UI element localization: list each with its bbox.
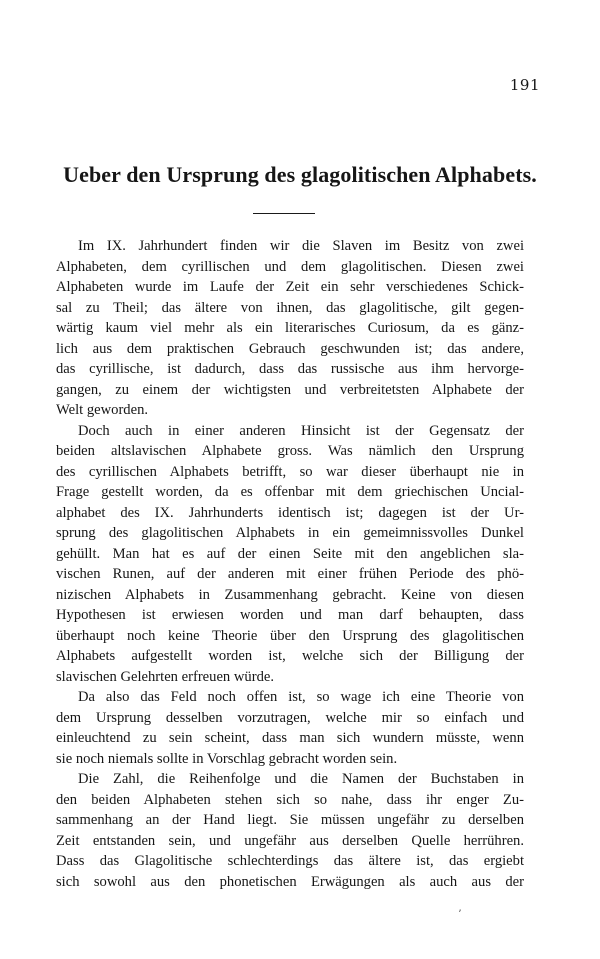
text-line: sich sowohl aus den phonetischen Erwägungen als auch aus der xyxy=(56,873,524,890)
text-line: sprung des glagolitischen Alphabets in ein gemeimnissvolles Dunkel xyxy=(56,525,524,541)
text-line: sammenhang an der Hand liegt. Sie müssen ungefähr zu derselben xyxy=(56,812,524,828)
text-line: überhaupt noch keine Theorie über den Ursprung des glagolitischen xyxy=(56,627,524,644)
text-line: Alphabeten, dem cyrillischen und dem glagolitischen. Diesen zwei xyxy=(56,258,524,275)
text-line: vischen Runen, auf der anderen mit einer frühen Periode des phö- xyxy=(56,566,524,582)
body-text xyxy=(56,236,524,892)
text-line: Hypothesen ist erwiesen worden und man darf behaupten, dass xyxy=(56,607,524,623)
text-line: Doch auch in einer anderen Hinsicht ist der Gegensatz der xyxy=(78,422,524,439)
text-line: Welt geworden. xyxy=(56,402,149,418)
text-line: sie noch niemals sollte in Vorschlag gebracht worden sein. xyxy=(56,750,398,767)
text-line: den beiden Alphabeten stehen sich so nahe, dass ihr enger Zu- xyxy=(56,791,524,808)
text-line: slavischen Gelehrten erfreuen würde. xyxy=(56,668,274,685)
text-line: des cyrillischen Alphabets betrifft, so war dieser überhaupt nie in xyxy=(56,463,524,480)
text-line: alphabet des IX. Jahrhunderts identisch ist; dagegen ist der Ur- xyxy=(56,504,524,521)
text-line: Alphabeten wurde im Laufe der Zeit ein sehr verschiedenes Schick- xyxy=(56,279,524,295)
text-line: gehüllt. Man hat es auf der einen Seite mit den angeblichen sla- xyxy=(56,545,524,562)
text-line: Die Zahl, die Reihenfolge und die Namen der Buchstaben in xyxy=(78,771,524,787)
chapter-title: Ueber den Ursprung des glagolitischen Alphabets. xyxy=(63,162,537,187)
text-line: lich aus dem praktischen Gebrauch geschwunden ist; das andere, xyxy=(56,340,524,357)
text-line: Zeit entstanden sein, und ungefähr aus derselben Quelle herrühren. xyxy=(56,832,524,849)
text-line: Im IX. Jahrhundert finden wir die Slaven im Besitz von zwei xyxy=(78,238,524,254)
title-rule xyxy=(253,213,315,214)
page-number: 191 xyxy=(509,76,540,94)
text-line: Frage gestellt worden, da es offenbar mit dem griechischen Uncial- xyxy=(56,484,524,500)
text-line: wärtig kaum viel mehr als ein literarisches Curiosum, da es gänz- xyxy=(56,320,524,336)
text-line: beiden altslavischen Alphabete gross. Was nämlich den Ursprung xyxy=(56,443,524,459)
text-line: Dass das Glagolitische schlechterdings das ältere ist, das ergiebt xyxy=(56,853,524,869)
text-line: gangen, zu einem der wichtigsten und verbreitetsten Alphabete der xyxy=(56,381,524,398)
text-line: Da also das Feld noch offen ist, so wage ich eine Theorie von xyxy=(78,689,524,705)
text-line: Alphabets aufgestellt worden ist, welche sich der Billigung der xyxy=(56,648,524,664)
print-mark: ʼ xyxy=(458,909,462,920)
text-line: dem Ursprung desselben vorzutragen, welche mir so einfach und xyxy=(56,709,524,726)
text-line: einleuchtend zu sein scheint, dass man sich wundern müsste, wenn xyxy=(56,730,524,746)
text-line: das cyrillische, ist dadurch, dass das russische aus ihm hervorge- xyxy=(56,361,524,377)
text-line: nizischen Alphabets in Zusammenhang gebracht. Keine von diesen xyxy=(56,586,524,603)
text-line: sal zu Theil; das ältere von ihnen, das glagolitische, gilt gegen- xyxy=(56,299,524,316)
